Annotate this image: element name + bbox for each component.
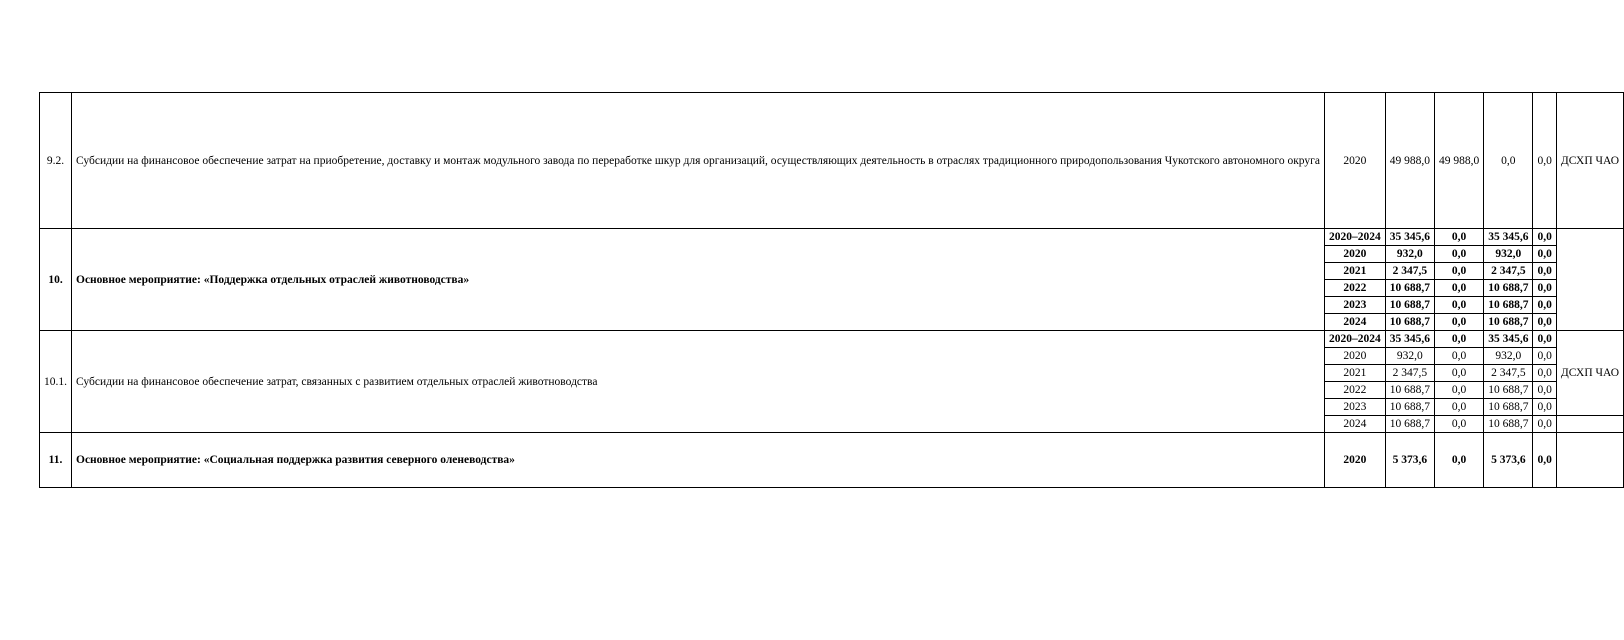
total-cell: 5 373,6 <box>1385 433 1434 488</box>
year-cell: 2022 <box>1324 382 1385 399</box>
total-cell: 10 688,7 <box>1385 314 1434 331</box>
total-cell: 10 688,7 <box>1385 382 1434 399</box>
activity-description: Субсидии на финансовое обеспечение затрат на приобретение, доставку и монтаж модульного завода по переработке шкур для организаций, осуществляющих деятельность в отраслях традиционного природопользования Чукотского автономного округа <box>72 93 1325 229</box>
value-cell: 0,0 <box>1434 348 1483 365</box>
table-row <box>40 229 1624 246</box>
total-cell: 35 345,6 <box>1385 331 1434 348</box>
responsible-cell <box>1556 229 1623 331</box>
value-cell: 0,0 <box>1434 229 1483 246</box>
total-cell: 2 347,5 <box>1385 263 1434 280</box>
year-cell: 2020 <box>1324 246 1385 263</box>
value-cell: 10 688,7 <box>1484 280 1533 297</box>
value-cell: 932,0 <box>1484 348 1533 365</box>
value-cell: 0,0 <box>1434 382 1483 399</box>
total-cell: 10 688,7 <box>1385 416 1434 433</box>
value-cell: 2 347,5 <box>1484 365 1533 382</box>
total-cell: 35 345,6 <box>1385 229 1434 246</box>
activity-description: Основное мероприятие: «Поддержка отдельных отраслей животноводства» <box>72 229 1325 331</box>
value-cell: 0,0 <box>1533 382 1556 399</box>
total-cell: 49 988,0 <box>1385 93 1434 229</box>
value-cell: 49 988,0 <box>1434 93 1483 229</box>
year-cell: 2023 <box>1324 399 1385 416</box>
table-row <box>40 331 1624 348</box>
value-cell: 0,0 <box>1533 433 1556 488</box>
value-cell: 0,0 <box>1533 263 1556 280</box>
value-cell: 0,0 <box>1533 229 1556 246</box>
value-cell: 0,0 <box>1434 246 1483 263</box>
value-cell: 0,0 <box>1434 314 1483 331</box>
year-cell: 2024 <box>1324 416 1385 433</box>
table-row <box>40 93 1624 229</box>
row-number: 11. <box>40 433 72 488</box>
year-cell: 2024 <box>1324 314 1385 331</box>
value-cell: 0,0 <box>1434 280 1483 297</box>
activity-description: Основное мероприятие: «Социальная поддержка развития северного оленеводства» <box>72 433 1325 488</box>
row-number: 10. <box>40 229 72 331</box>
value-cell: 35 345,6 <box>1484 331 1533 348</box>
value-cell: 0,0 <box>1533 331 1556 348</box>
value-cell: 0,0 <box>1533 399 1556 416</box>
value-cell: 0,0 <box>1533 365 1556 382</box>
value-cell: 10 688,7 <box>1484 297 1533 314</box>
responsible-cell: ДСХП ЧАО <box>1556 331 1623 416</box>
value-cell: 0,0 <box>1434 331 1483 348</box>
value-cell: 0,0 <box>1434 416 1483 433</box>
year-cell: 2020 <box>1324 433 1385 488</box>
value-cell: 0,0 <box>1434 399 1483 416</box>
year-cell: 2020 <box>1324 93 1385 229</box>
year-cell: 2021 <box>1324 263 1385 280</box>
value-cell: 10 688,7 <box>1484 416 1533 433</box>
activity-description: Субсидии на финансовое обеспечение затрат, связанных с развитием отдельных отраслей животноводства <box>72 331 1325 433</box>
value-cell: 2 347,5 <box>1484 263 1533 280</box>
year-cell: 2023 <box>1324 297 1385 314</box>
value-cell: 35 345,6 <box>1484 229 1533 246</box>
value-cell: 0,0 <box>1533 416 1556 433</box>
value-cell: 0,0 <box>1434 365 1483 382</box>
year-cell: 2020 <box>1324 348 1385 365</box>
value-cell: 5 373,6 <box>1484 433 1533 488</box>
value-cell: 932,0 <box>1484 246 1533 263</box>
value-cell: 0,0 <box>1434 297 1483 314</box>
responsible-cell <box>1556 416 1623 433</box>
value-cell: 0,0 <box>1533 246 1556 263</box>
total-cell: 2 347,5 <box>1385 365 1434 382</box>
value-cell: 0,0 <box>1434 263 1483 280</box>
total-cell: 932,0 <box>1385 246 1434 263</box>
value-cell: 0,0 <box>1434 433 1483 488</box>
value-cell: 0,0 <box>1533 314 1556 331</box>
value-cell: 0,0 <box>1533 93 1556 229</box>
row-number: 9.2. <box>40 93 72 229</box>
table-row <box>40 433 1624 488</box>
total-cell: 932,0 <box>1385 348 1434 365</box>
total-cell: 10 688,7 <box>1385 280 1434 297</box>
program-activities-table <box>39 92 1624 488</box>
value-cell: 0,0 <box>1533 348 1556 365</box>
total-cell: 10 688,7 <box>1385 399 1434 416</box>
value-cell: 10 688,7 <box>1484 382 1533 399</box>
year-cell: 2020–2024 <box>1324 229 1385 246</box>
year-cell: 2021 <box>1324 365 1385 382</box>
value-cell: 0,0 <box>1484 93 1533 229</box>
value-cell: 10 688,7 <box>1484 314 1533 331</box>
value-cell: 10 688,7 <box>1484 399 1533 416</box>
value-cell: 0,0 <box>1533 280 1556 297</box>
responsible-cell <box>1556 433 1623 488</box>
responsible-cell: ДСХП ЧАО <box>1556 93 1623 229</box>
year-cell: 2022 <box>1324 280 1385 297</box>
row-number: 10.1. <box>40 331 72 433</box>
year-cell: 2020–2024 <box>1324 331 1385 348</box>
value-cell: 0,0 <box>1533 297 1556 314</box>
total-cell: 10 688,7 <box>1385 297 1434 314</box>
